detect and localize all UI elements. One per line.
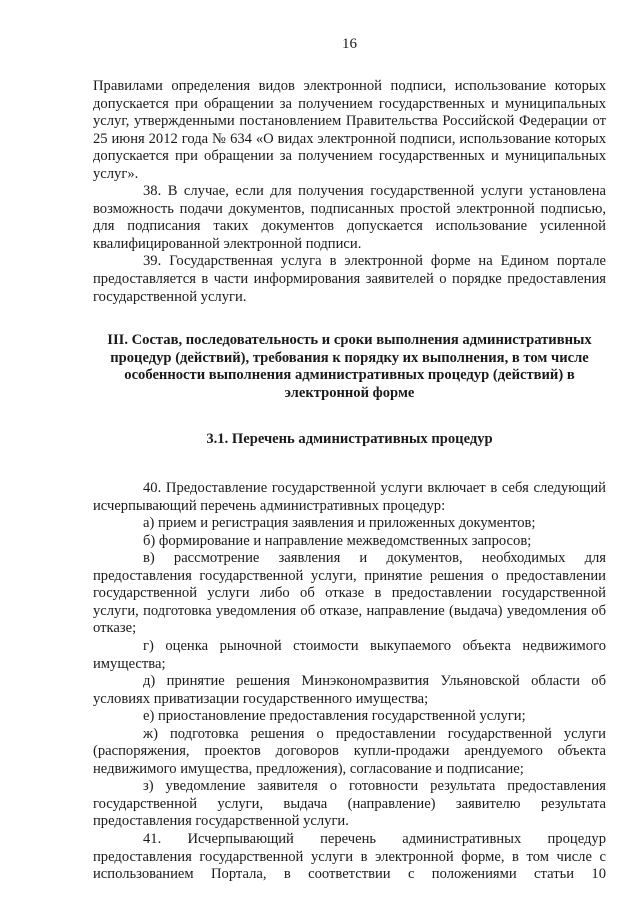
list-item-e: е) приостановление предоставления государственной услуги; xyxy=(143,708,526,725)
list-item-z: з) уведомление заявителя о готовности результата предоставления государственной услуги, выдача (направление) заявителю результата предоставления государственной услуги. xyxy=(93,778,606,830)
paragraph-40: 40. Предоставление государственной услуги включает в себя следующий исчерпывающий перечень административных процедур: xyxy=(93,480,606,514)
paragraph-continuation: Правилами определения видов электронной подписи, использование которых допускается при обращении за получением государственных и муниципальных услуг, утвержденными постановлением Правительства Российской Федерации от 25 июня 2012 года № 634 «О видах электронной подписи, использование которых допускается при обращении за получением государственных и муниципальных услуг». xyxy=(93,78,606,182)
paragraph-38: 38. В случае, если для получения государственной услуги установлена возможность подачи документов, подписанных простой электронной подписью, для подписания таких документов допускается использование усиленной квалифицированной электронной подписи. xyxy=(93,183,606,252)
list-item-zh: ж) подготовка решения о предоставлении государственной услуги (распоряжения, проектов договоров купли-продажи арендуемого объекта недвижимого имущества, предложения), согласование и подписание; xyxy=(93,725,606,777)
page-number: 16 xyxy=(342,36,357,52)
list-item-b: б) формирование и направление межведомственных запросов; xyxy=(143,532,532,549)
subsection-heading: 3.1. Перечень административных процедур xyxy=(206,431,493,448)
list-item-d: д) принятие решения Минэкономразвития Ульяновской области об условиях приватизации государственного имущества; xyxy=(93,673,606,707)
list-item-g: г) оценка рыночной стоимости выкупаемого объекта недвижимого имущества; xyxy=(93,637,606,672)
section-heading: III. Состав, последовательность и сроки выполнения административных процедур (действий), требования к порядку их выполнения, в том числе особенности выполнения административных процедур (действий) в электронной форме xyxy=(107,332,592,401)
document-page xyxy=(93,34,606,884)
list-item-a: а) прием и регистрация заявления и приложенных документов; xyxy=(143,515,536,532)
paragraph-41: 41. Исчерпывающий перечень административных процедур предоставления государственной услуги в электронной форме, в том числе с использованием Портала, в соответствии с положениями статьи 10 xyxy=(93,830,606,883)
list-item-v: в) рассмотрение заявления и документов, необходимых для предоставления государственной услуги, принятие решения о предоставлении государственной услуги либо об отказе в предоставлении государственной услуги, подготовка уведомления об отказе, направление (выдача) уведомления об отказе; xyxy=(93,550,606,637)
paragraph-39: 39. Государственная услуга в электронной форме на Едином портале предоставляется в части информирования заявителей о порядке предоставления государственной услуги. xyxy=(93,253,606,305)
